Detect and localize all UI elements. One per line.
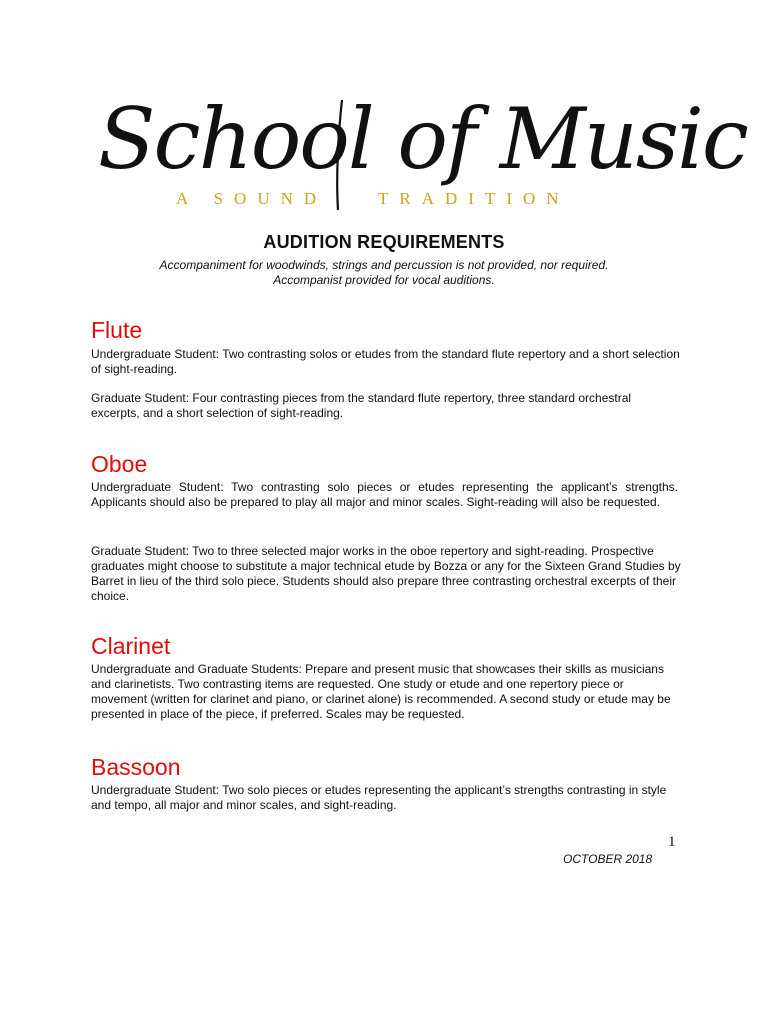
- oboe-graduate-text: Graduate Student: Two to three selected major works in the oboe repertory and sight-reading. Prospective graduates might choose to substitute a major technical etude by Bozza or any for the Sixteen Grand Studies by Barret in lieu of the third solo piece. Students should also prepare three contrasting orchestral excerpts of their choice.: [91, 544, 681, 603]
- logo-tagline-right: TRADITION: [378, 189, 570, 208]
- section-heading-flute: Flute: [91, 317, 143, 343]
- document-date: OCTOBER 2018: [563, 852, 653, 866]
- oboe-undergraduate-text: Undergraduate Student: Two contrasting solo pieces or etudes representing the applicant’s strengths. Applicants should also be prepared to play all major and minor scales. Sight-reading will also be requested.: [91, 480, 678, 509]
- clarinet-text: Undergraduate and Graduate Students: Prepare and present music that showcases their skills as musicians and clarinetists. Two contrasting items are requested. One study or etude and one repertory piece or movement (written for clarinet and piano, or clarinet alone) is recommended. A second study or etude may be presented in place of the piece, if preferred. Scales may be requested.: [91, 662, 671, 721]
- logo-graphic: [92, 86, 747, 214]
- flute-graduate-text: Graduate Student: Four contrasting pieces from the standard flute repertory, three standard orchestral excerpts, and a short selection of sight-reading.: [91, 391, 632, 420]
- section-heading-oboe: Oboe: [91, 451, 148, 477]
- section-heading-bassoon: Bassoon: [91, 754, 181, 780]
- flute-undergraduate-text: Undergraduate Student: Two contrasting solos or etudes from the standard flute repertory and a short selection of sight-reading.: [91, 347, 680, 376]
- page-title: AUDITION REQUIREMENTS: [263, 232, 505, 252]
- accompanist-note: Accompanist provided for vocal auditions.: [273, 273, 495, 287]
- accompaniment-note: Accompaniment for woodwinds, strings and percussion is not provided, nor required.: [159, 258, 609, 272]
- section-heading-clarinet: Clarinet: [91, 633, 171, 659]
- logo-tagline-left: A SOUND: [176, 189, 328, 208]
- page-number: 1: [668, 834, 676, 850]
- school-of-music-logo: [92, 86, 747, 214]
- logo-script-title: School of Music: [98, 90, 747, 188]
- bassoon-text: Undergraduate Student: Two solo pieces or etudes representing the applicant’s strengths contrasting in style and tempo, all major and minor scales, and sight-reading.: [91, 783, 667, 812]
